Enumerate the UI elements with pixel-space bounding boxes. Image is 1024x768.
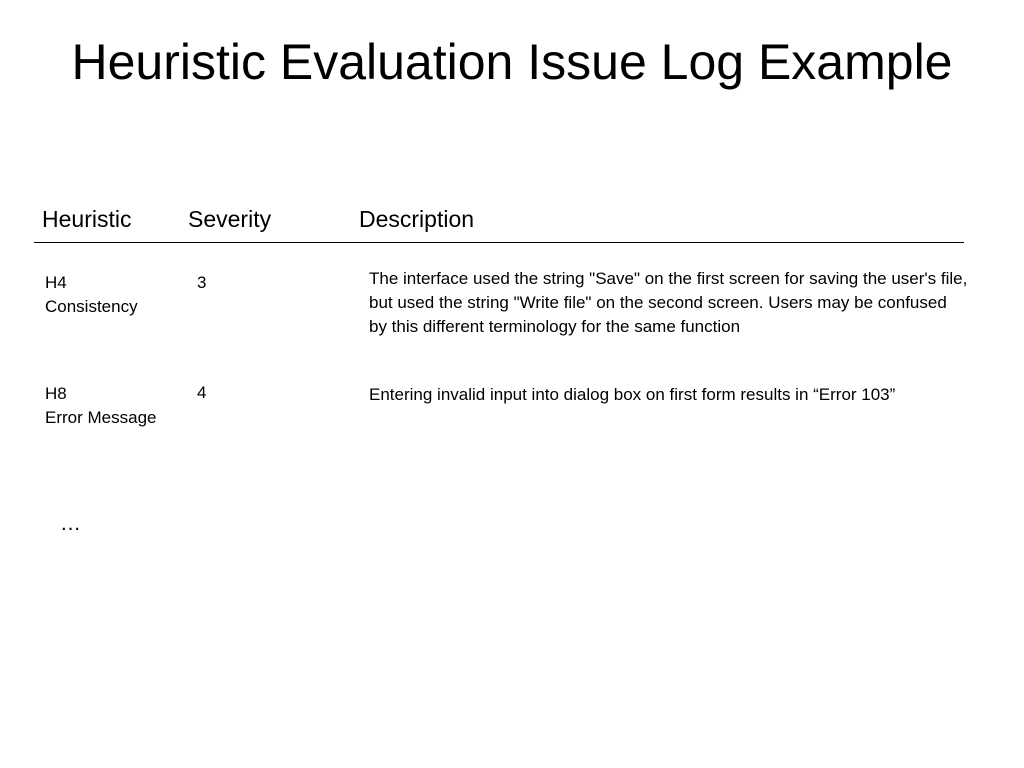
row-2-heuristic-code: H8	[45, 384, 67, 403]
continuation-ellipsis: …	[60, 512, 81, 535]
row-2-heuristic	[45, 382, 190, 430]
row-1-heuristic-code: H4	[45, 273, 67, 292]
row-1-heuristic-name: Consistency	[45, 297, 138, 316]
header-divider	[34, 242, 964, 243]
column-header-severity: Severity	[188, 206, 272, 232]
row-2-severity: 4	[197, 383, 207, 402]
row-2-description: Entering invalid input into dialog box on first form results in “Error 103”	[369, 385, 896, 404]
row-1-description: The interface used the string "Save" on the first screen for saving the user's file, but used the string "Write file" on the second screen. Users may be confused by this different terminology for the same function	[369, 269, 968, 336]
row-1-heuristic	[45, 271, 190, 319]
column-header-heuristic: Heuristic	[42, 206, 132, 232]
row-1-severity: 3	[197, 273, 207, 292]
row-2-heuristic-name: Error Message	[45, 408, 157, 427]
slide-title: Heuristic Evaluation Issue Log Example	[71, 34, 953, 90]
column-header-description: Description	[359, 206, 475, 232]
